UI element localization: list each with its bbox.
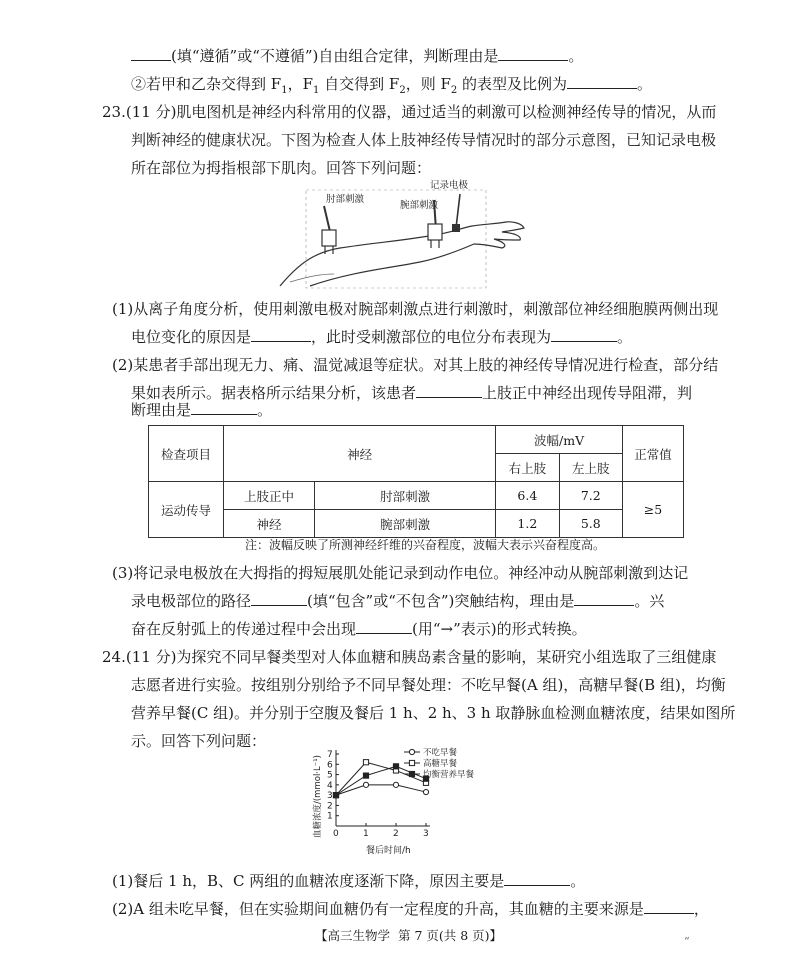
page-footer: 【高三生物学 第 7 页(共 8 页)】 xyxy=(315,928,503,943)
footer-mark: “ xyxy=(684,935,690,948)
legend-label: 不吃早餐 xyxy=(423,748,458,758)
q23-part2-line3: 断理由是 。 xyxy=(131,401,273,419)
data-point xyxy=(393,764,398,769)
answer-blank[interactable] xyxy=(551,327,617,342)
y-tick-label: 2 xyxy=(327,801,333,812)
table-cell: 7.2 xyxy=(559,482,622,510)
q23-part2-line1: (2)某患者手部出现无力、痛、温觉减退等症状。对其上肢的神经传导情况进行检查，部分结 xyxy=(112,356,719,374)
arm-nerve-figure xyxy=(270,178,530,290)
answer-blank[interactable] xyxy=(251,327,311,342)
table-header-cell: 右上肢 xyxy=(496,454,559,482)
answer-blank[interactable] xyxy=(504,871,570,886)
table-header-cell: 正常值 xyxy=(623,426,684,482)
table-cell: 腕部刺激 xyxy=(315,510,496,538)
label-wrist-stimulus: 腕部刺激 xyxy=(400,200,439,211)
question-number: 24. xyxy=(102,648,126,666)
data-point xyxy=(423,789,428,794)
q23-part3-line1: (3)将记录电极放在大拇指的拇短展肌处能记录到动作电位。神经冲动从腕部刺激到达记 xyxy=(112,564,689,582)
data-point xyxy=(333,793,338,798)
answer-blank[interactable] xyxy=(191,400,257,415)
table-row xyxy=(149,482,684,510)
data-point xyxy=(363,782,368,787)
y-axis-label: 血糖浓度/(mmol·L⁻¹) xyxy=(313,755,323,838)
y-tick-label: 3 xyxy=(327,791,333,802)
nerve-conduction-table xyxy=(148,425,684,538)
label-elbow-stimulus: 肘部刺激 xyxy=(326,194,365,205)
data-point xyxy=(363,773,368,778)
answer-blank[interactable] xyxy=(567,74,637,89)
q23-part3-line2: 录电极部位的路径 (填“包含”或“不包含”)突触结构，理由是 。兴 xyxy=(131,592,665,610)
label-recording-electrode: 记录电极 xyxy=(430,180,469,191)
blood-glucose-chart xyxy=(300,742,510,862)
q24-intro-3: 营养早餐(C 组)。并分别于空腹及餐后 1 h、2 h、3 h 取静脉血检测血糖浓度，结果如图所 xyxy=(131,704,736,722)
q23-intro-2: 判断神经的健康状况。下图为检查人体上肢神经传导情况时的部分示意图，已知记录电极 xyxy=(131,131,717,149)
table-cell: 5.8 xyxy=(559,510,622,538)
x-tick-label: 2 xyxy=(393,829,399,839)
table-cell: 肘部刺激 xyxy=(315,482,496,510)
legend-label: 高糖早餐 xyxy=(423,759,458,769)
table-cell: ≥5 xyxy=(623,482,684,538)
table-header-cell: 神经 xyxy=(224,426,496,482)
answer-blank[interactable] xyxy=(356,619,412,634)
table-note: 注：波幅反映了所测神经纤维的兴奋程度，波幅大表示兴奋程度高。 xyxy=(245,538,606,552)
q23-part3-line3: 奋在反射弧上的传递过程中会出现 (用“→”表示)的形式转换。 xyxy=(131,620,587,638)
table-header-row xyxy=(149,426,684,454)
x-tick-label: 0 xyxy=(333,829,339,839)
q24-intro-1: 24.(11 分)为探究不同早餐类型对人体血糖和胰岛素含量的影响，某研究小组选取了三组健康 xyxy=(102,648,717,666)
y-tick-label: 7 xyxy=(327,750,333,760)
answer-blank[interactable] xyxy=(416,383,482,398)
table-header-cell: 波幅/mV xyxy=(496,426,623,454)
question-number: 23. xyxy=(102,103,126,121)
q24-part1: (1)餐后 1 h，B、C 两组的血糖浓度逐渐下降，原因主要是 。 xyxy=(112,872,586,890)
table-cell: 神经 xyxy=(224,510,315,538)
legend-label: 均衡营养早餐 xyxy=(423,770,475,780)
x-axis-label: 餐后时间/h xyxy=(366,846,411,856)
table-cell: 6.4 xyxy=(496,482,559,510)
table-cell: 上肢正中 xyxy=(224,482,315,510)
answer-blank[interactable] xyxy=(131,46,171,61)
table-cell: 1.2 xyxy=(496,510,559,538)
q24-part2: (2)A 组未吃早餐，但在实验期间血糖仍有一定程度的升高，其血糖的主要来源是 ， xyxy=(112,900,709,918)
q22-line-1: (填“遵循”或“不遵循”)自由组合定律，判断理由是 。 xyxy=(131,46,583,66)
q24-intro-2: 志愿者进行实验。按组别分别给予不同早餐处理：不吃早餐(A 组)，高糖早餐(B 组)，均衡 xyxy=(131,676,726,694)
q23-intro-1: 23.(11 分)肌电图机是神经内科常用的仪器，通过适当的刺激可以检测神经传导的情况，从而 xyxy=(102,103,717,121)
y-tick-label: 6 xyxy=(327,760,333,771)
q23-part2-line2: 果如表所示。据表格所示结果分析，该患者 上肢正中神经出现传导阻滞，判 xyxy=(131,384,693,402)
answer-blank[interactable] xyxy=(251,591,307,606)
x-tick-label: 3 xyxy=(423,829,429,839)
elbow-electrode-icon xyxy=(322,206,336,254)
q24-intro-4: 示。回答下列问题： xyxy=(131,732,267,750)
table-cell: 运动传导 xyxy=(149,482,224,538)
y-tick-label: 4 xyxy=(327,780,333,791)
q23-part1-line1: (1)从离子角度分析，使用刺激电极对腕部刺激点进行刺激时，刺激部位神经细胞膜两侧出现 xyxy=(112,300,719,318)
table-header-cell: 左上肢 xyxy=(559,454,622,482)
y-tick-label: 1 xyxy=(327,811,333,822)
table-row xyxy=(149,510,684,538)
y-tick-label: 5 xyxy=(327,770,333,781)
answer-blank[interactable] xyxy=(574,591,634,606)
table-header-cell: 检查项目 xyxy=(149,426,224,482)
answer-blank[interactable] xyxy=(644,899,694,914)
x-tick-label: 1 xyxy=(363,829,369,839)
q22-line-2: ②若甲和乙杂交得到 $F_1$，$F_1$ 自交得到 $F_2$，则 $F_2$ 的表型及比例为 。 xyxy=(131,75,653,96)
data-point xyxy=(409,749,414,754)
q23-intro-3: 所在部位为拇指根部下肌肉。回答下列问题： xyxy=(131,159,432,177)
q23-part1-line2: 电位变化的原因是 ，此时受刺激部位的电位分布表现为 。 xyxy=(131,328,633,346)
data-point xyxy=(409,760,414,765)
recording-electrode-icon xyxy=(452,194,460,232)
arm-outline xyxy=(280,222,524,286)
data-point xyxy=(363,760,368,765)
data-point xyxy=(393,782,398,787)
answer-blank[interactable] xyxy=(498,46,568,61)
data-point xyxy=(409,771,414,776)
